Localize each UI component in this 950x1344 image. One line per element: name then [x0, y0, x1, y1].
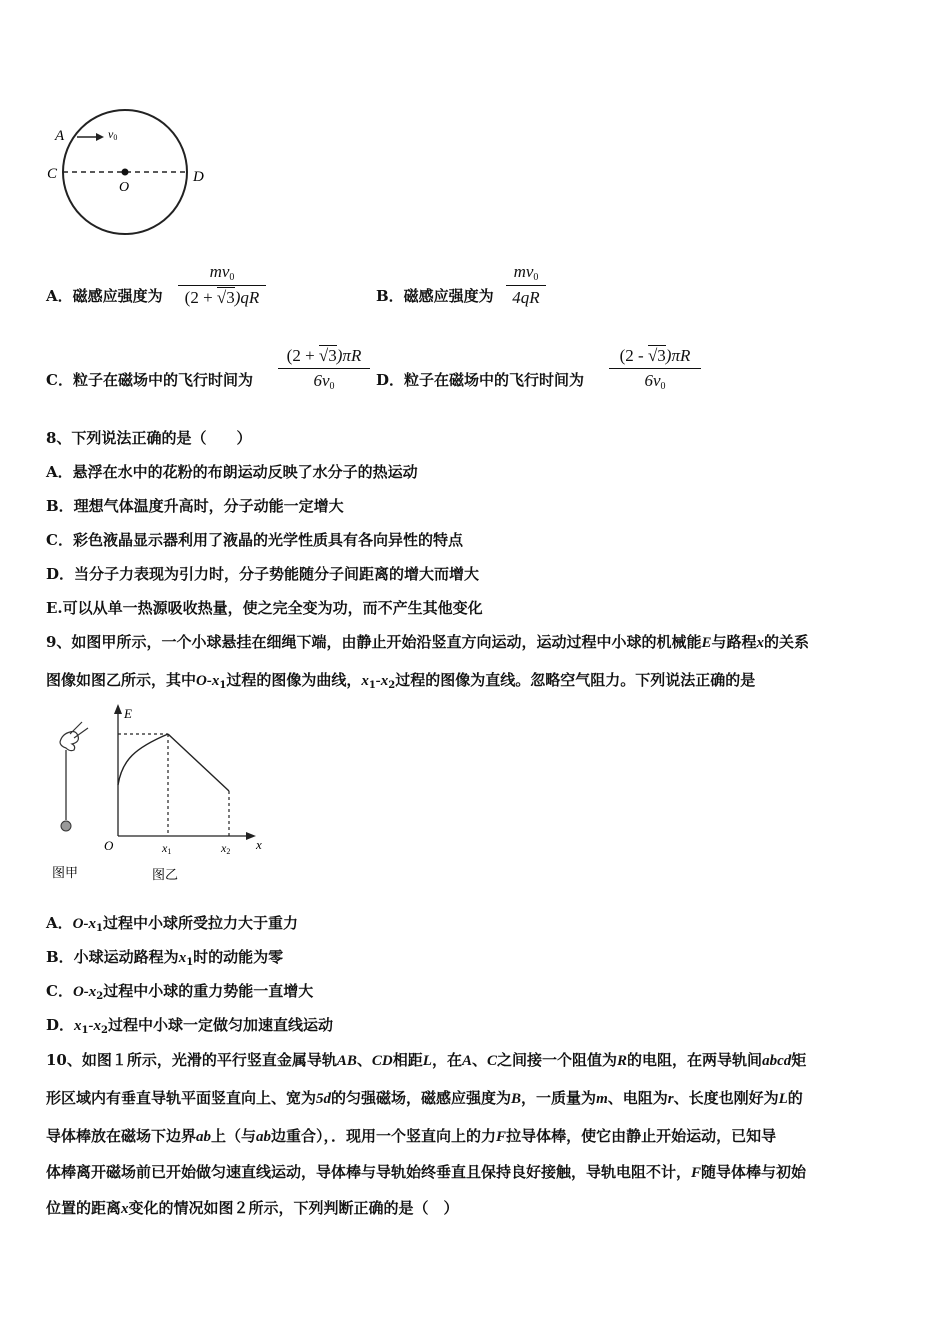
q9-option-a[interactable]: A．$O-x_1$过程中小球所受拉力大于重力 — [46, 914, 298, 934]
q7-option-d-fraction: (2 - √3)πR $6v_0$ — [609, 346, 701, 392]
q7-option-b[interactable]: B．磁感应强度为 — [376, 287, 494, 305]
circle-field-figure — [0, 0, 950, 250]
x-axis-label: x — [256, 837, 262, 852]
q8-option-b[interactable]: B．理想气体温度升高时，分子动能一定增大 — [46, 497, 344, 515]
q8-option-c[interactable]: C．彩色液晶显示器利用了液晶的光学性质具有各向异性的特点 — [46, 531, 463, 549]
center-dot — [122, 169, 129, 176]
origin-label: O — [104, 838, 114, 853]
q8-option-d[interactable]: D．当分子力表现为引力时，分子势能随分子间距离的增大而增大 — [46, 565, 480, 583]
q9-stem-line2: 图像如图乙所示，其中$O-x_1$过程的图像为曲线，$x_1-x_2$过程的图像为直线。忽略空气阻力。下列说法正确的是 — [46, 671, 756, 691]
q7-option-b-fraction: $mv_0$ 4qR — [506, 262, 546, 308]
q9-option-b[interactable]: B．小球运动路程为$x_1$时的动能为零 — [46, 948, 284, 968]
q7-option-d[interactable]: D．粒子在磁场中的飞行时间为 — [376, 371, 585, 389]
q7-option-a-fraction: $mv_0$ (2 + √3)qR — [178, 262, 266, 308]
velocity-arrowhead — [96, 133, 104, 141]
q9-option-d[interactable]: D．$x_1-x_2$过程中小球一定做匀加速直线运动 — [46, 1016, 333, 1036]
q10-stem-line1: 10、如图１所示，光滑的平行竖直金属导轨AB、CD相距L，在A、C之间接一个阻值为R的电阻，在两导轨间abcd矩 — [46, 1051, 807, 1069]
label-a: A — [55, 128, 65, 144]
y-axis-label: E — [124, 706, 132, 721]
tick-x2: x2 — [221, 841, 231, 856]
q7-option-c[interactable]: C．粒子在磁场中的飞行时间为 — [46, 371, 253, 389]
q10-stem-line5: 位置的距离x变化的情况如图２所示，下列判断正确的是（ ） — [46, 1199, 459, 1217]
label-d: D — [193, 169, 204, 185]
y-axis-arrow — [114, 704, 122, 714]
q9-figures — [0, 690, 950, 890]
q10-stem-line3: 导体棒放在磁场下边界ab上（与ab边重合），．现用一个竖直向上的力F拉导体棒，使它由静止开始运动，已知导 — [46, 1127, 777, 1145]
label-v0: v0 — [108, 127, 118, 142]
q7-option-a[interactable]: A．磁感应强度为 — [46, 287, 163, 305]
hand-sketch — [60, 722, 88, 751]
curve-segment — [118, 734, 168, 785]
x-axis-arrow — [246, 832, 256, 840]
q7-option-c-fraction: (2 + √3)πR $6v_0$ — [278, 346, 370, 392]
q8-option-a[interactable]: A．悬浮在水中的花粉的布朗运动反映了水分子的热运动 — [46, 463, 418, 481]
line-segment — [168, 734, 229, 791]
ball — [61, 821, 71, 831]
pendulum-figure — [52, 722, 88, 880]
tick-x1: x1 — [162, 841, 172, 856]
label-c: C — [47, 166, 58, 182]
q8-stem: 8、下列说法正确的是（ ） — [46, 429, 252, 447]
e-x-graph — [104, 704, 262, 882]
label-o: O — [119, 180, 130, 195]
caption-yi: 图乙 — [152, 867, 179, 882]
q9-option-c[interactable]: C．$O-x_2$过程中小球的重力势能一直增大 — [46, 982, 314, 1002]
q10-stem-line2: 形区域内有垂直导轨平面竖直向上、宽为5d的匀强磁场，磁感应强度为B，一质量为m、电阻为r、长度也刚好为L的 — [46, 1089, 803, 1107]
q8-option-e[interactable]: E.可以从单一热源吸收热量，使之完全变为功，而不产生其他变化 — [46, 599, 483, 617]
caption-jia: 图甲 — [52, 865, 79, 880]
q9-stem-line1: 9、如图甲所示，一个小球悬挂在细绳下端，由静止开始沿竖直方向运动，运动过程中小球的机械能E与路程x的关系 — [46, 633, 809, 651]
q10-stem-line4: 体棒离开磁场前已开始做匀速直线运动，导体棒与导轨始终垂直且保持良好接触，导轨电阻不计，F随导体棒与初始 — [46, 1163, 807, 1181]
